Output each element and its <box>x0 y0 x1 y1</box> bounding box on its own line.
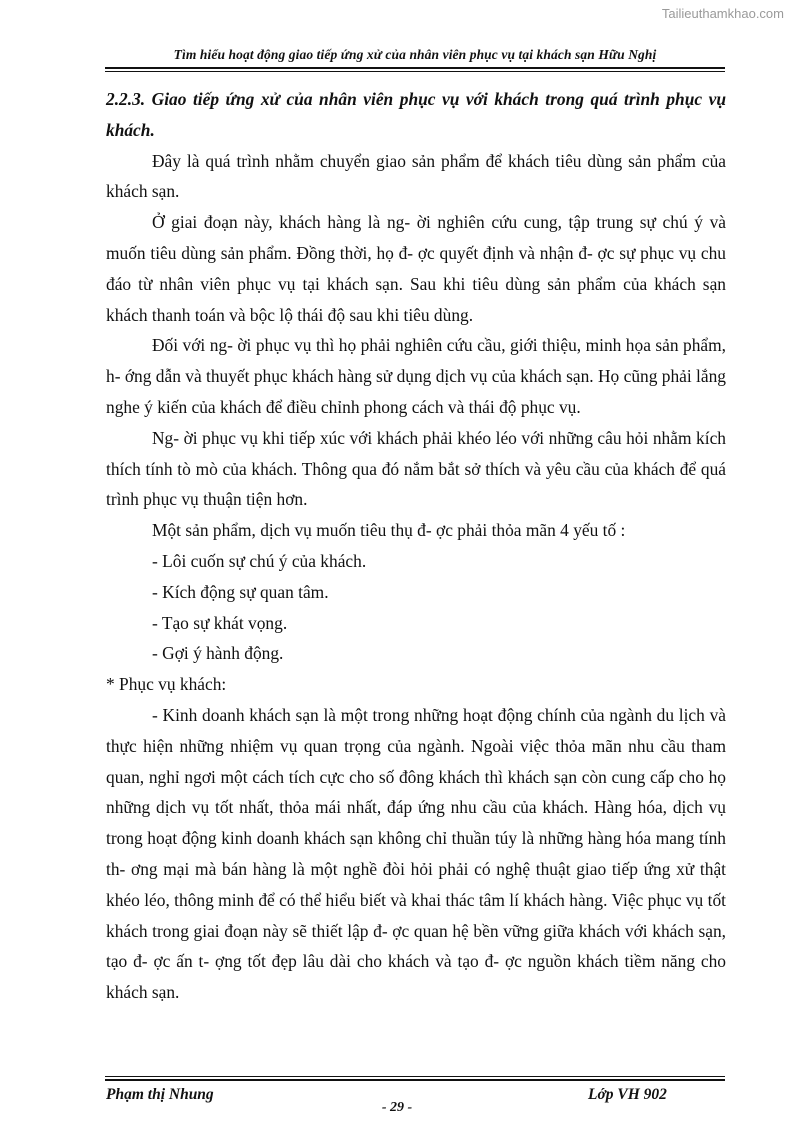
list-item: - Kích động sự quan tâm. <box>152 581 329 602</box>
paragraph-4: Ng- ời phục vụ khi tiếp xúc với khách phải khéo léo với những câu hỏi nhằm kích thích tính tò mò của khách. Thông qua đó nắm bắt sở thích và yêu cầu của khách để quá trình phục vụ thuận tiện hơn. <box>106 427 726 510</box>
running-header-title: Tìm hiểu hoạt động giao tiếp ứng xử của nhân viên phục vụ tại khách sạn Hữu Nghị <box>173 47 657 62</box>
page-body <box>106 84 726 1008</box>
list-item: - Lôi cuốn sự chú ý của khách. <box>152 550 367 571</box>
footer-class: Lớp VH 902 <box>588 1086 667 1103</box>
watermark-text: Tailieuthamkhao.com <box>661 6 784 21</box>
list-item: - Tạo sự khát vọng. <box>152 612 288 633</box>
paragraph-1: Đây là quá trình nhằm chuyển giao sản phẩm để khách tiêu dùng sản phẩm của khách sạn. <box>106 150 726 202</box>
footer-rule-thick <box>105 1079 725 1081</box>
page-number: - 29 - <box>381 1100 413 1115</box>
paragraph-5: Một sản phẩm, dịch vụ muốn tiêu thụ đ- ợc phải thỏa mãn 4 yếu tố : <box>152 520 626 541</box>
footer-rule-thin <box>105 1076 725 1077</box>
final-paragraph: - Kinh doanh khách sạn là một trong những hoạt động chính của ngành du lịch và thực hiện những nhiệm vụ quan trọng của ngành. Ngoài việc thỏa mãn nhu cầu tham quan, nghỉ ngơi một cách tích cực cho số đông khách thì khách sạn còn cung cấp cho họ những dịch vụ tốt nhất, thỏa mái nhất, đáp ứng nhu cầu của khách. Hàng hóa, dịch vụ trong hoạt động kinh doanh khách sạn không chỉ thuần túy là những hàng hóa mang tính th- ơng mại mà bán hàng là một nghề đòi hỏi phải có nghệ thuật giao tiếp ứng xử thật khéo léo, thông minh để có thể hiểu biết và khai thác tâm lí khách hàng. Việc phục vụ tốt khách trong giai đoạn này sẽ thiết lập đ- ợc quan hệ bền vững giữa khách với khách sạn, tạo đ- ợc ấn t- ợng tốt đẹp lâu dài cho khách và tạo đ- ợc nguồn khách tiềm năng cho khách sạn. <box>106 704 726 1003</box>
paragraph-3: Đối với ng- ời phục vụ thì họ phải nghiên cứu cầu, giới thiệu, minh họa sản phẩm, h- ớng dẫn và thuyết phục khách hàng sử dụng dịch vụ của khách sạn. Họ cũng phải lắng nghe ý kiến của khách để điều chỉnh phong cách và thái độ phục vụ. <box>106 335 726 417</box>
paragraph-2: Ở giai đoạn này, khách hàng là ng- ời nghiên cứu cung, tập trung sự chú ý và muốn tiêu dùng sản phẩm. Đồng thời, họ đ- ợc quyết định và nhận đ- ợc sự phục vụ chu đáo từ nhân viên phục vụ tại khách sạn. Sau khi tiêu dùng sản phẩm của khách sạn khách thanh toán và bộc lộ thái độ sau khi tiêu dùng. <box>106 212 726 325</box>
section-heading: 2.2.3. Giao tiếp ứng xử của nhân viên phục vụ với khách trong quá trình phục vụ khách. <box>106 89 726 140</box>
list-item: - Gợi ý hành động. <box>152 643 284 664</box>
subheading: * Phục vụ khách: <box>106 674 227 695</box>
header-rule-thin <box>105 71 725 72</box>
header-rule-thick <box>105 67 725 69</box>
footer-author: Phạm thị Nhung <box>106 1086 214 1103</box>
